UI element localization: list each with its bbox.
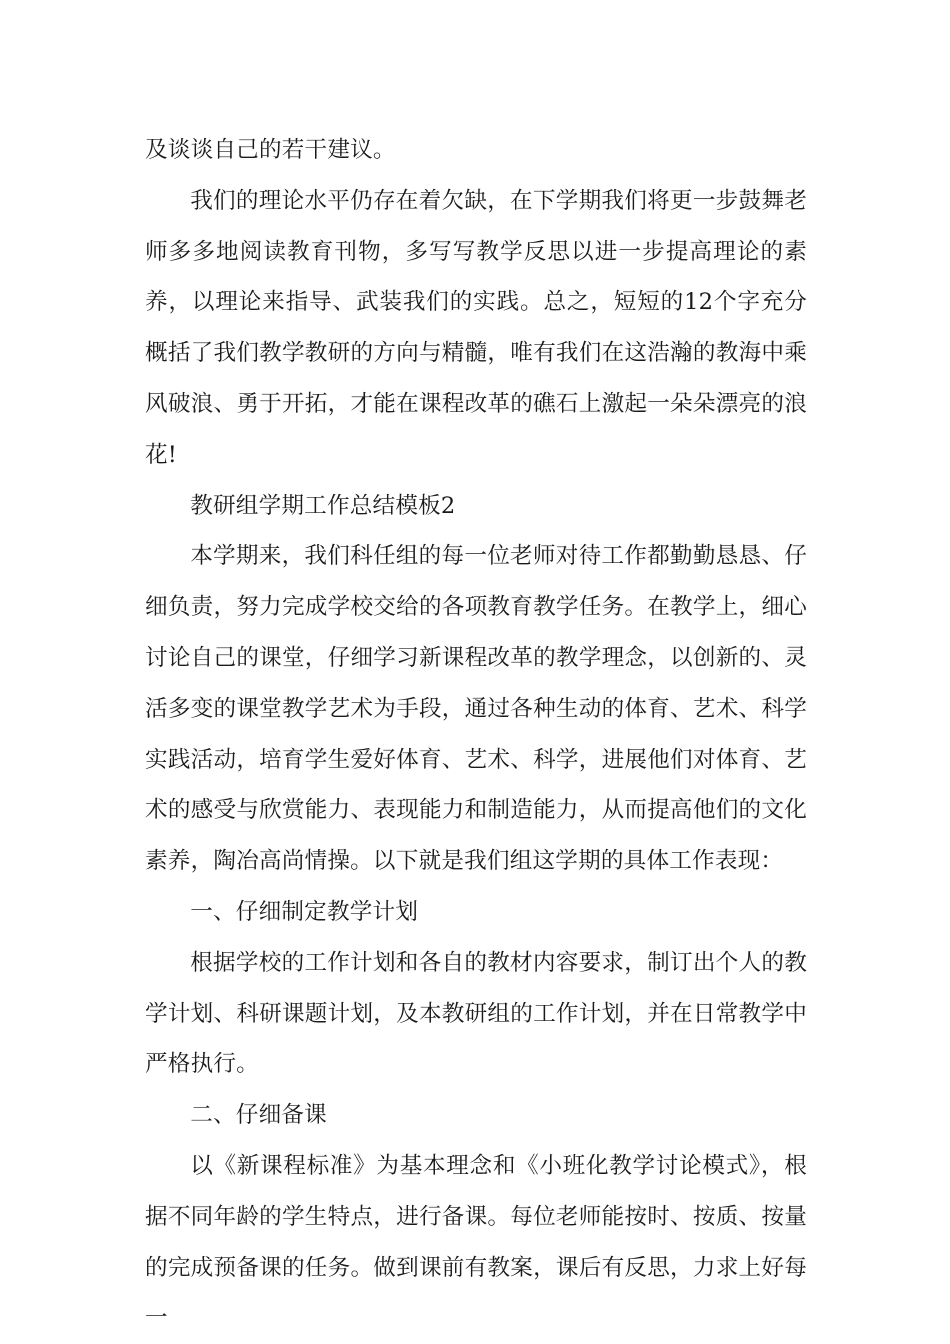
- paragraph-continuation: 及谈谈自己的若干建议。: [145, 137, 396, 163]
- paragraph-lesson-prep: 以《新课程标准》为基本理念和《小班化教学讨论模式》，根据不同年龄的学生特点，进行备课。每位老师能按时、按质、按量的完成预备课的任务。做到课前有教案，课后有反思，力求上好每一: [145, 1152, 807, 1332]
- heading-lesson-prep: 二、仔细备课: [190, 1102, 327, 1129]
- paragraph-semester-intro: 本学期来，我们科任组的每一位老师对待工作都勤勤恳恳、仔细负责，努力完成学校交给的各项教育教学任务。在教学上，细心讨论自己的课堂，仔细学习新课程改革的教学理念，以创新的、灵活多变的课堂教学艺术为手段，通过各种生动的体育、艺术、科学实践活动，培育学生爱好体育、艺术、科学，进展他们对体育、艺术的感受与欣赏能力、表现能力和制造能力，从而提高他们的文化素养，陶冶高尚情操。以下就是我们组这学期的具体工作表现：: [145, 543, 807, 875]
- document-body: [145, 125, 807, 1344]
- heading-teaching-plan: 一、仔细制定教学计划: [190, 898, 419, 925]
- paragraph-theory-summary: 我们的理论水平仍存在着欠缺，在下学期我们将更一步鼓舞老师多多地阅读教育刊物，多写写教学反思以进一步提高理论的素养，以理论来指导、武装我们的实践。总之，短短的12个字充分概括了我们教学教研的方向与精髓，唯有我们在这浩瀚的教海中乘风破浪、勇于开拓，才能在课程改革的礁石上激起一朵朵漂亮的浪花!: [145, 187, 807, 468]
- section-title: 教研组学期工作总结模板2: [190, 492, 456, 519]
- paragraph-teaching-plan: 根据学校的工作计划和各自的教材内容要求，制订出个人的教学计划、科研课题计划，及本教研组的工作计划，并在日常教学中严格执行。: [145, 949, 807, 1078]
